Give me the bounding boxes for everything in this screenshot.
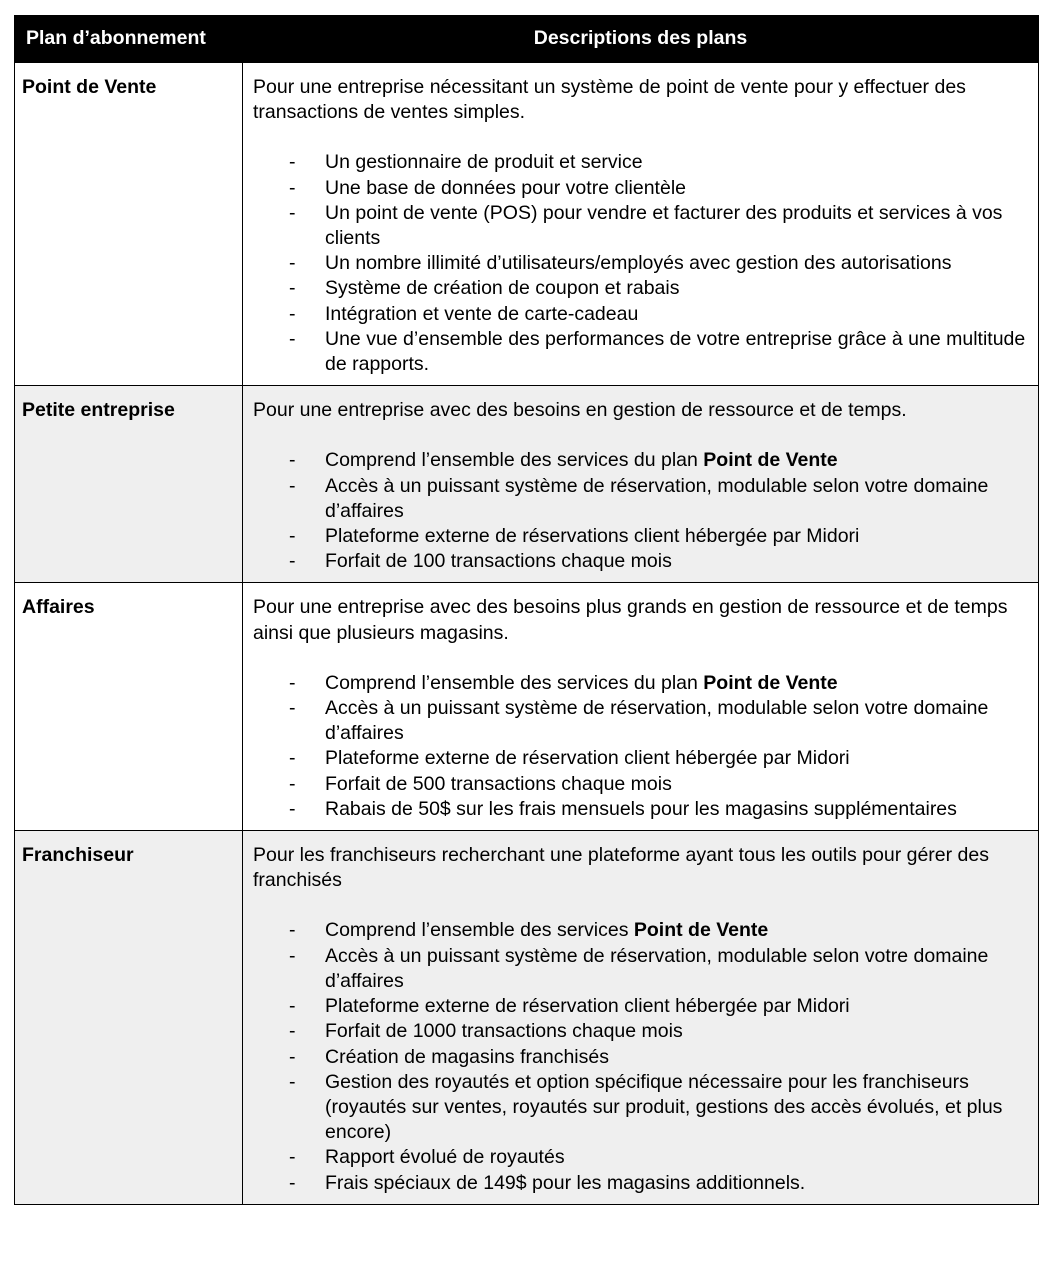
bullet-dash: - [289, 747, 296, 770]
plan-name: Point de Vente [15, 63, 243, 386]
feature-text: Gestion des royautés et option spécifique nécessaire pour les franchiseurs (royautés sur ventes, royautés sur produit, gestions des accès évolués, et plus encore) [325, 1070, 1003, 1144]
feature-text: Une base de données pour votre clientèle [325, 176, 686, 199]
list-item [253, 150, 1026, 175]
description-column-header: Descriptions des plans [243, 16, 1039, 63]
feature-text: Comprend l’ensemble des services [325, 919, 634, 942]
list-item [253, 302, 1026, 327]
feature-text: Comprend l’ensemble des services du plan [325, 671, 704, 694]
list-item [253, 327, 1026, 377]
bullet-dash: - [289, 277, 296, 300]
bullet-dash: - [289, 1020, 296, 1043]
bullet-dash: - [289, 252, 296, 275]
bullet-dash: - [289, 797, 296, 820]
list-item [253, 918, 1026, 943]
bullet-dash: - [289, 302, 296, 325]
feature-text: Forfait de 1000 transactions chaque mois [325, 1020, 683, 1043]
list-item [253, 696, 1026, 746]
bullet-dash: - [289, 1070, 296, 1093]
bullet-dash: - [289, 697, 296, 720]
list-item [253, 671, 1026, 696]
plan-intro: Pour une entreprise avec des besoins en gestion de ressource et de temps. [253, 399, 907, 422]
list-item [253, 1019, 1026, 1044]
feature-plan-reference: Point de Vente [703, 449, 838, 472]
feature-text: Plateforme externe de réservation client hébergée par Midori [325, 747, 850, 770]
plan-name: Affaires [15, 583, 243, 831]
list-item [253, 176, 1026, 201]
bullet-dash: - [289, 772, 296, 795]
plan-description [243, 386, 1039, 583]
bullet-dash: - [289, 1045, 296, 1068]
bullet-dash: - [289, 327, 296, 350]
list-item [253, 944, 1026, 994]
table-row [15, 583, 1039, 831]
plan-description [243, 831, 1039, 1205]
feature-text: Plateforme externe de réservation client hébergée par Midori [325, 995, 850, 1018]
feature-text: Rapport évolué de royautés [325, 1146, 565, 1169]
plan-description [243, 63, 1039, 386]
plan-description [243, 583, 1039, 831]
list-item [253, 251, 1026, 276]
bullet-dash: - [289, 176, 296, 199]
plan-intro: Pour une entreprise avec des besoins plus grands en gestion de ressource et de temps ainsi que plusieurs magasins. [253, 596, 1008, 644]
feature-text: Un point de vente (POS) pour vendre et facturer des produits et services à vos clients [325, 201, 1003, 250]
list-item [253, 276, 1026, 301]
feature-text: Un gestionnaire de produit et service [325, 151, 643, 174]
bullet-dash: - [289, 474, 296, 497]
feature-list [253, 671, 1026, 822]
feature-text: Système de création de coupon et rabais [325, 277, 680, 300]
list-item [253, 1171, 1026, 1196]
bullet-dash: - [289, 550, 296, 573]
feature-text: Création de magasins franchisés [325, 1045, 609, 1068]
table-row [15, 63, 1039, 386]
feature-text: Accès à un puissant système de réservation, modulable selon votre domaine d’affaires [325, 944, 989, 992]
feature-text: Accès à un puissant système de réservation, modulable selon votre domaine d’affaires [325, 697, 989, 745]
plan-name: Petite entreprise [15, 386, 243, 583]
feature-text: Accès à un puissant système de réservation, modulable selon votre domaine d’affaires [325, 474, 989, 522]
feature-text: Rabais de 50$ sur les frais mensuels pour les magasins supplémentaires [325, 797, 957, 820]
list-item [253, 994, 1026, 1019]
feature-text: Forfait de 500 transactions chaque mois [325, 772, 672, 795]
bullet-dash: - [289, 944, 296, 967]
feature-list [253, 918, 1026, 1195]
table-row [15, 386, 1039, 583]
plans-table [14, 15, 1039, 1205]
bullet-dash: - [289, 151, 296, 174]
list-item [253, 772, 1026, 797]
feature-text: Un nombre illimité d’utilisateurs/employés avec gestion des autorisations [325, 252, 952, 275]
feature-plan-reference: Point de Vente [703, 671, 838, 694]
bullet-dash: - [289, 671, 296, 694]
plan-column-header: Plan d’abonnement [15, 16, 243, 63]
list-item [253, 448, 1026, 473]
feature-text: Frais spéciaux de 149$ pour les magasins additionnels. [325, 1171, 806, 1194]
bullet-dash: - [289, 919, 296, 942]
feature-plan-reference: Point de Vente [633, 919, 769, 942]
list-item [253, 797, 1026, 822]
feature-text: Intégration et vente de carte-cadeau [325, 302, 639, 325]
list-item [253, 1070, 1026, 1146]
list-item [253, 1045, 1026, 1070]
plan-intro: Pour les franchiseurs recherchant une plateforme ayant tous les outils pour gérer des franchisés [253, 844, 989, 892]
feature-list [253, 150, 1026, 377]
table-row [15, 831, 1039, 1205]
bullet-dash: - [289, 1146, 296, 1169]
bullet-dash: - [289, 201, 296, 224]
list-item [253, 746, 1026, 771]
feature-list [253, 448, 1026, 574]
list-item [253, 1145, 1026, 1170]
feature-text: Comprend l’ensemble des services du plan [325, 449, 704, 472]
bullet-dash: - [289, 1171, 296, 1194]
list-item [253, 549, 1026, 574]
bullet-dash: - [289, 449, 296, 472]
plan-intro: Pour une entreprise nécessitant un système de point de vente pour y effectuer des transactions de ventes simples. [253, 76, 966, 124]
list-item [253, 524, 1026, 549]
list-item [253, 201, 1026, 251]
table-header-row [15, 16, 1039, 63]
bullet-dash: - [289, 525, 296, 548]
plan-name: Franchiseur [15, 831, 243, 1205]
bullet-dash: - [289, 995, 296, 1018]
feature-text: Une vue d’ensemble des performances de votre entreprise grâce à une multitude de rapports. [325, 327, 1026, 376]
feature-text: Forfait de 100 transactions chaque mois [325, 550, 672, 573]
feature-text: Plateforme externe de réservations client hébergée par Midori [325, 525, 860, 548]
list-item [253, 474, 1026, 524]
